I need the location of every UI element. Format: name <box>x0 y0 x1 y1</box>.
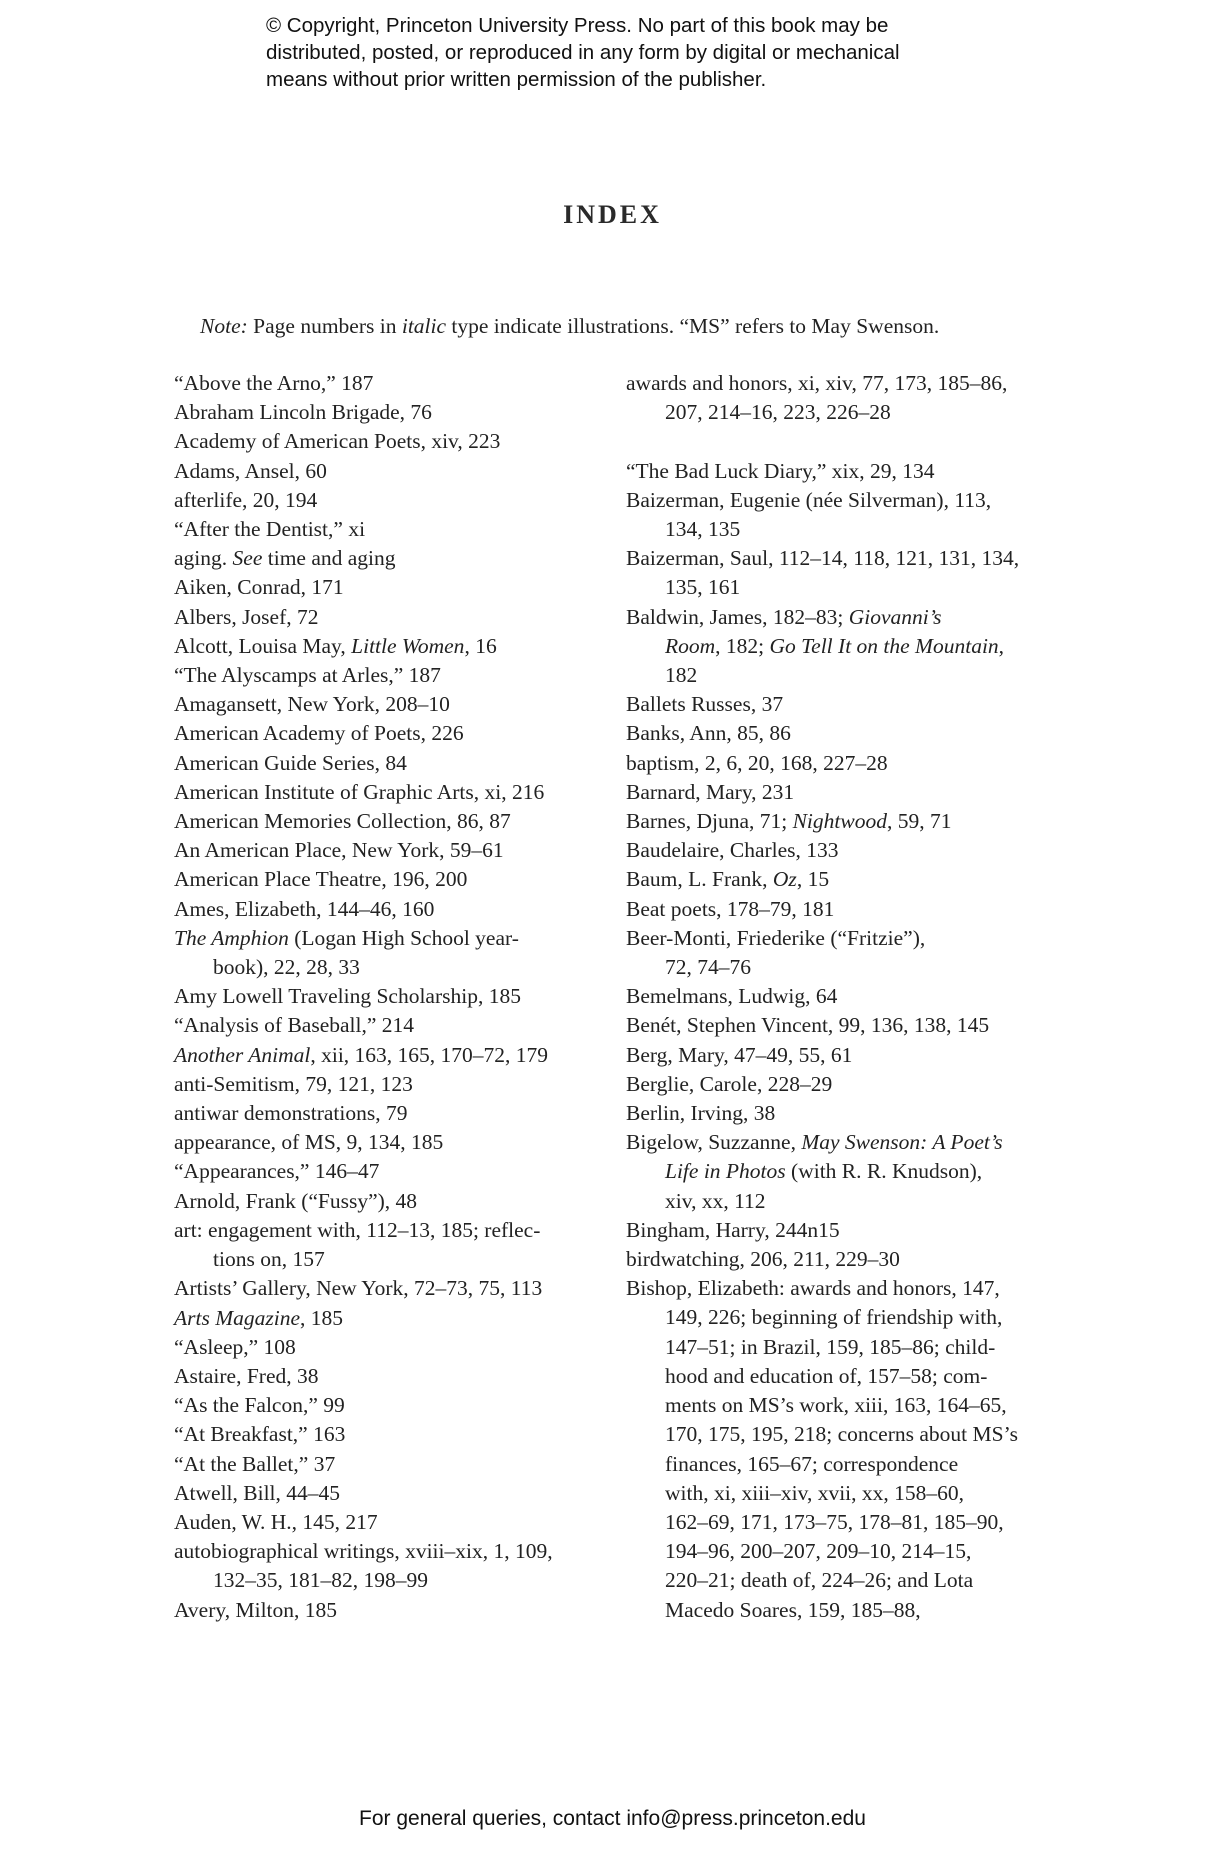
index-entry <box>174 924 604 982</box>
entry-text: 147–51; in Brazil, 159, 185–86; child- <box>665 1334 996 1359</box>
entry-text: Baizerman, Eugenie (née Silverman), 113, <box>626 487 992 512</box>
index-entry <box>174 1508 604 1537</box>
entry-text: Alcott, Louisa May, <box>174 633 352 658</box>
entry-text: Aiken, Conrad, 171 <box>174 575 344 600</box>
italic-text: Another Animal <box>174 1042 311 1067</box>
entry-text: time and aging <box>262 546 396 571</box>
entry-line <box>174 1479 604 1508</box>
entry-text: Barnes, Djuna, 71; <box>626 809 793 834</box>
entry-line <box>626 778 1056 807</box>
copyright-line: © Copyright, Princeton University Press. No part of this book may be <box>266 14 889 37</box>
index-entry <box>174 836 604 865</box>
index-entry <box>174 1479 604 1508</box>
index-entry <box>174 778 604 807</box>
entry-line <box>174 573 604 602</box>
index-entry <box>626 924 1056 982</box>
entry-text: 135, 161 <box>665 575 741 600</box>
entry-line <box>174 1187 604 1216</box>
entry-text: 220–21; death of, 224–26; and Lota <box>665 1568 974 1593</box>
entry-line <box>626 982 1056 1011</box>
entry-line <box>174 661 604 690</box>
entry-line <box>174 690 604 719</box>
index-entry <box>626 865 1056 894</box>
entry-text: Ames, Elizabeth, 144–46, 160 <box>174 896 435 921</box>
entry-text: birdwatching, 206, 211, 229–30 <box>626 1247 900 1272</box>
entry-text: Bingham, Harry, 244n15 <box>626 1217 840 1242</box>
index-entry <box>626 1128 1056 1216</box>
entry-line <box>174 749 604 778</box>
index-entry <box>174 807 604 836</box>
entry-text: Baldwin, James, 182–83; <box>626 604 849 629</box>
entry-text: , 59, 71 <box>886 809 952 834</box>
italic-text: The Amphion <box>174 925 289 950</box>
entry-line <box>626 1274 1056 1303</box>
index-entry <box>174 544 604 573</box>
entry-text: hood and education of, 157–58; com- <box>665 1363 988 1388</box>
entry-continuation <box>626 1450 1056 1479</box>
index-entry <box>626 836 1056 865</box>
entry-line <box>174 369 604 398</box>
italic-text: Go Tell It on the Mountain <box>769 633 999 658</box>
index-entry <box>174 865 604 894</box>
entry-text: Berlin, Irving, 38 <box>626 1101 776 1126</box>
entry-line <box>626 924 1056 953</box>
entry-text: Avery, Milton, 185 <box>174 1597 338 1622</box>
entry-line <box>626 603 1056 632</box>
entry-line <box>174 515 604 544</box>
index-entry <box>626 1099 1056 1128</box>
index-entry <box>174 1157 604 1186</box>
entry-text: “Appearances,” 146–47 <box>174 1159 380 1184</box>
entry-line <box>174 1596 604 1625</box>
entry-text: Astaire, Fred, 38 <box>174 1363 319 1388</box>
index-entry <box>174 369 604 398</box>
entry-text: American Academy of Poets, 226 <box>174 721 464 746</box>
index-entry <box>174 1099 604 1128</box>
index-entry <box>626 895 1056 924</box>
entry-continuation <box>626 1537 1056 1566</box>
index-entry <box>174 1420 604 1449</box>
index-entry <box>626 749 1056 778</box>
entry-text: 207, 214–16, 223, 226–28 <box>665 400 891 425</box>
entry-continuation <box>626 1187 1056 1216</box>
copyright-line: distributed, posted, or reproduced in any form by digital or mechanical <box>266 41 900 64</box>
entry-line <box>174 982 604 1011</box>
entry-line <box>174 865 604 894</box>
entry-continuation <box>626 953 1056 982</box>
entry-continuation <box>626 1362 1056 1391</box>
index-entry <box>174 1596 604 1625</box>
index-entry <box>174 690 604 719</box>
entry-text: “The Bad Luck Diary,” xix, 29, 134 <box>626 458 935 483</box>
italic-text: Oz <box>772 867 797 892</box>
entry-line <box>174 1304 604 1333</box>
index-entry <box>174 1304 604 1333</box>
entry-text: Academy of American Poets, xiv, 223 <box>174 429 501 454</box>
index-entry <box>626 1216 1056 1245</box>
entry-text: Amy Lowell Traveling Scholarship, 185 <box>174 984 521 1009</box>
entry-text: book), 22, 28, 33 <box>213 955 360 980</box>
entry-line <box>626 807 1056 836</box>
index-entry <box>174 661 604 690</box>
entry-line <box>626 865 1056 894</box>
copyright-notice <box>266 12 986 93</box>
entry-text: , 182; <box>715 633 770 658</box>
entry-line <box>174 1041 604 1070</box>
entry-text: Amagansett, New York, 208–10 <box>174 692 450 717</box>
note-label: Note: <box>200 314 248 338</box>
entry-line <box>174 1128 604 1157</box>
entry-line <box>174 427 604 456</box>
entry-text: Abraham Lincoln Brigade, 76 <box>174 400 432 425</box>
entry-text: awards and honors, xi, xiv, 77, 173, 185–86, <box>626 371 1008 395</box>
entry-text: An American Place, New York, 59–61 <box>174 838 504 863</box>
entry-text: Baizerman, Saul, 112–14, 118, 121, 131, 134, <box>626 546 1020 571</box>
italic-text: Room <box>665 633 716 658</box>
index-entry <box>626 982 1056 1011</box>
entry-line <box>174 398 604 427</box>
entry-text: 132–35, 181–82, 198–99 <box>213 1568 428 1593</box>
entry-text: aging. <box>174 546 233 571</box>
entry-text: Macedo Soares, 159, 185–88, <box>665 1597 921 1622</box>
entry-continuation <box>626 1508 1056 1537</box>
entry-text: “Above the Arno,” 187 <box>174 371 374 395</box>
entry-text: art: engagement with, 112–13, 185; reflec- <box>174 1217 541 1242</box>
entry-line <box>626 457 1056 486</box>
entry-continuation <box>174 1245 604 1274</box>
entry-line <box>174 719 604 748</box>
entry-text: autobiographical writings, xviii–xix, 1, 109, <box>174 1539 553 1564</box>
index-entry <box>626 1041 1056 1070</box>
entry-line <box>626 1011 1056 1040</box>
entry-text: 149, 226; beginning of friendship with, <box>665 1305 1003 1330</box>
entry-continuation <box>626 1596 1056 1625</box>
index-entry <box>174 1333 604 1362</box>
entry-line <box>626 1070 1056 1099</box>
entry-text: Atwell, Bill, 44–45 <box>174 1480 341 1505</box>
entry-continuation <box>626 1566 1056 1595</box>
entry-text: 170, 175, 195, 218; concerns about MS’s <box>665 1422 1018 1447</box>
entry-continuation <box>174 953 604 982</box>
index-column-right <box>626 369 1056 1625</box>
copyright-line: means without prior written permission of the publisher. <box>266 68 767 91</box>
index-entry <box>174 486 604 515</box>
entry-line <box>626 690 1056 719</box>
entry-text: baptism, 2, 6, 20, 168, 227–28 <box>626 750 888 775</box>
entry-text: finances, 165–67; correspondence <box>665 1451 959 1476</box>
entry-line <box>174 895 604 924</box>
entry-line <box>174 544 604 573</box>
index-entry <box>626 1274 1056 1624</box>
entry-line <box>174 603 604 632</box>
page-title: INDEX <box>563 200 662 229</box>
entry-text: afterlife, 20, 194 <box>174 487 318 512</box>
index-column-left <box>174 369 604 1625</box>
italic-text: Little Women <box>351 633 465 658</box>
entry-text: ments on MS’s work, xiii, 163, 164–65, <box>665 1393 1007 1418</box>
entry-line <box>626 895 1056 924</box>
index-entry <box>174 719 604 748</box>
entry-text: , 16 <box>464 633 497 658</box>
index-entry <box>174 1274 604 1303</box>
entry-text: American Place Theatre, 196, 200 <box>174 867 468 892</box>
entry-line <box>174 1274 604 1303</box>
entry-text: Albers, Josef, 72 <box>174 604 319 629</box>
entry-text: Ballets Russes, 37 <box>626 692 784 717</box>
italic-text: Life in Photos <box>665 1159 786 1184</box>
entry-continuation <box>626 632 1056 661</box>
entry-text: appearance, of MS, 9, 134, 185 <box>174 1130 444 1155</box>
index-entry <box>174 398 604 427</box>
index-entry <box>174 1450 604 1479</box>
index-entry <box>626 486 1056 544</box>
index-entry <box>174 515 604 544</box>
entry-line <box>174 1011 604 1040</box>
entry-text: antiwar demonstrations, 79 <box>174 1101 408 1126</box>
entry-continuation <box>626 1420 1056 1449</box>
italic-text: May Swenson: A Poet’s <box>801 1130 1003 1155</box>
entry-text: “As the Falcon,” 99 <box>174 1393 345 1418</box>
entry-line <box>174 1099 604 1128</box>
entry-text: Banks, Ann, 85, 86 <box>626 721 791 746</box>
entry-line <box>626 544 1056 573</box>
entry-text: 134, 135 <box>665 517 741 541</box>
italic-text: Nightwood <box>792 809 887 834</box>
entry-line <box>626 836 1056 865</box>
entry-text: Beat poets, 178–79, 181 <box>626 896 835 921</box>
entry-line <box>174 1508 604 1537</box>
entry-text: “At the Ballet,” 37 <box>174 1451 336 1476</box>
index-entry <box>626 369 1056 427</box>
entry-text: 72, 74–76 <box>665 955 751 980</box>
note-italic-word: italic <box>401 314 447 338</box>
index-entry <box>626 603 1056 691</box>
index-entry <box>174 1011 604 1040</box>
index-entry <box>626 778 1056 807</box>
entry-text: Baum, L. Frank, <box>626 867 773 892</box>
entry-continuation <box>626 515 1056 544</box>
entry-line <box>626 486 1056 515</box>
index-entry <box>626 1070 1056 1099</box>
entry-line <box>626 719 1056 748</box>
index-entry <box>626 457 1056 486</box>
entry-text: tions on, 157 <box>213 1247 325 1272</box>
index-entry <box>174 895 604 924</box>
index-entry <box>174 1216 604 1274</box>
entry-text: Beer-Monti, Friederike (“Fritzie”), <box>626 925 926 950</box>
index-entry <box>626 807 1056 836</box>
entry-text: 162–69, 171, 173–75, 178–81, 185–90, <box>665 1509 1004 1534</box>
index-entry <box>174 603 604 632</box>
entry-line <box>626 1128 1056 1157</box>
entry-line <box>626 749 1056 778</box>
entry-line <box>174 1537 604 1566</box>
entry-continuation <box>174 1566 604 1595</box>
italic-text: See <box>232 546 263 571</box>
entry-text: , 185 <box>300 1305 344 1330</box>
entry-line <box>174 632 604 661</box>
entry-text: anti-Semitism, 79, 121, 123 <box>174 1071 413 1096</box>
index-entry <box>626 544 1056 602</box>
entry-text: “At Breakfast,” 163 <box>174 1422 346 1447</box>
entry-text: “The Alyscamps at Arles,” 187 <box>174 663 441 688</box>
index-entry <box>174 1128 604 1157</box>
entry-text: , 15 <box>796 867 830 892</box>
entry-line <box>174 457 604 486</box>
entry-line <box>174 778 604 807</box>
entry-text: Auden, W. H., 145, 217 <box>174 1509 378 1534</box>
entry-text: Artists’ Gallery, New York, 72–73, 75, 113 <box>174 1276 543 1301</box>
entry-text: Benét, Stephen Vincent, 99, 136, 138, 145 <box>626 1013 990 1038</box>
index-entry <box>174 457 604 486</box>
entry-line <box>626 1099 1056 1128</box>
entry-text: , <box>998 633 1005 658</box>
index-entry <box>174 1041 604 1070</box>
footer-contact: For general queries, contact info@press.princeton.edu <box>359 1807 866 1830</box>
entry-text: “Analysis of Baseball,” 214 <box>174 1013 415 1038</box>
entry-text: Barnard, Mary, 231 <box>626 779 795 804</box>
entry-text: Berg, Mary, 47–49, 55, 61 <box>626 1042 853 1067</box>
entry-continuation <box>626 1391 1056 1420</box>
entry-line <box>174 1333 604 1362</box>
entry-text: Bigelow, Suzzanne, <box>626 1130 802 1155</box>
entry-text: American Institute of Graphic Arts, xi, 216 <box>174 779 545 804</box>
entry-text: Berglie, Carole, 228–29 <box>626 1071 833 1096</box>
note-text: type indicate illustrations. “MS” refers to May Swenson. <box>446 314 940 338</box>
entry-line <box>174 1450 604 1479</box>
index-entry <box>626 690 1056 719</box>
index-entry <box>174 427 604 456</box>
italic-text: Arts Magazine <box>174 1305 301 1330</box>
entry-line <box>174 1362 604 1391</box>
entry-line <box>174 924 604 953</box>
entry-text: “Asleep,” 108 <box>174 1334 296 1359</box>
entry-line <box>174 486 604 515</box>
index-entry <box>174 749 604 778</box>
entry-text: Bemelmans, Ludwig, 64 <box>626 984 838 1009</box>
entry-continuation <box>626 573 1056 602</box>
entry-continuation <box>626 1333 1056 1362</box>
entry-text: 182 <box>665 663 698 688</box>
entry-line <box>174 1216 604 1245</box>
index-note <box>200 311 1100 341</box>
entry-line <box>626 369 1056 398</box>
index-entry <box>626 1245 1056 1274</box>
index-entry <box>626 719 1056 748</box>
index-entry <box>174 1187 604 1216</box>
entry-text: xiv, xx, 112 <box>665 1188 766 1213</box>
entry-gap <box>626 427 1056 456</box>
entry-line <box>626 1245 1056 1274</box>
italic-text: Giovanni’s <box>848 604 942 629</box>
entry-continuation <box>626 1303 1056 1332</box>
entry-text: American Guide Series, 84 <box>174 750 407 775</box>
index-entry <box>174 1391 604 1420</box>
entry-text: with, xi, xiii–xiv, xvii, xx, 158–60, <box>665 1480 965 1505</box>
entry-line <box>626 1041 1056 1070</box>
entry-text: Bishop, Elizabeth: awards and honors, 147, <box>626 1276 1000 1301</box>
note-text: Page numbers in <box>247 314 402 338</box>
index-entry <box>174 1537 604 1595</box>
entry-line <box>174 1070 604 1099</box>
index-entry <box>174 573 604 602</box>
entry-text: “After the Dentist,” xi <box>174 517 366 542</box>
index-entry <box>174 1362 604 1391</box>
entry-text: (with R. R. Knudson), <box>785 1159 983 1184</box>
entry-text: American Memories Collection, 86, 87 <box>174 809 511 834</box>
entry-line <box>174 807 604 836</box>
entry-line <box>174 1157 604 1186</box>
entry-text: Adams, Ansel, 60 <box>174 458 327 483</box>
entry-text: 194–96, 200–207, 209–10, 214–15, <box>665 1539 972 1564</box>
entry-continuation <box>626 661 1056 690</box>
entry-line <box>174 836 604 865</box>
entry-text: Baudelaire, Charles, 133 <box>626 838 839 863</box>
entry-line <box>174 1391 604 1420</box>
index-entry <box>174 632 604 661</box>
entry-continuation <box>626 398 1056 427</box>
entry-line <box>626 1216 1056 1245</box>
entry-text: Arnold, Frank (“Fussy”), 48 <box>174 1188 418 1213</box>
entry-continuation <box>626 1479 1056 1508</box>
index-entry <box>174 1070 604 1099</box>
index-entry <box>174 982 604 1011</box>
entry-text: (Logan High School year- <box>288 925 519 950</box>
entry-continuation <box>626 1157 1056 1186</box>
index-entry <box>626 1011 1056 1040</box>
entry-text: , xii, 163, 165, 170–72, 179 <box>310 1042 549 1067</box>
entry-line <box>174 1420 604 1449</box>
